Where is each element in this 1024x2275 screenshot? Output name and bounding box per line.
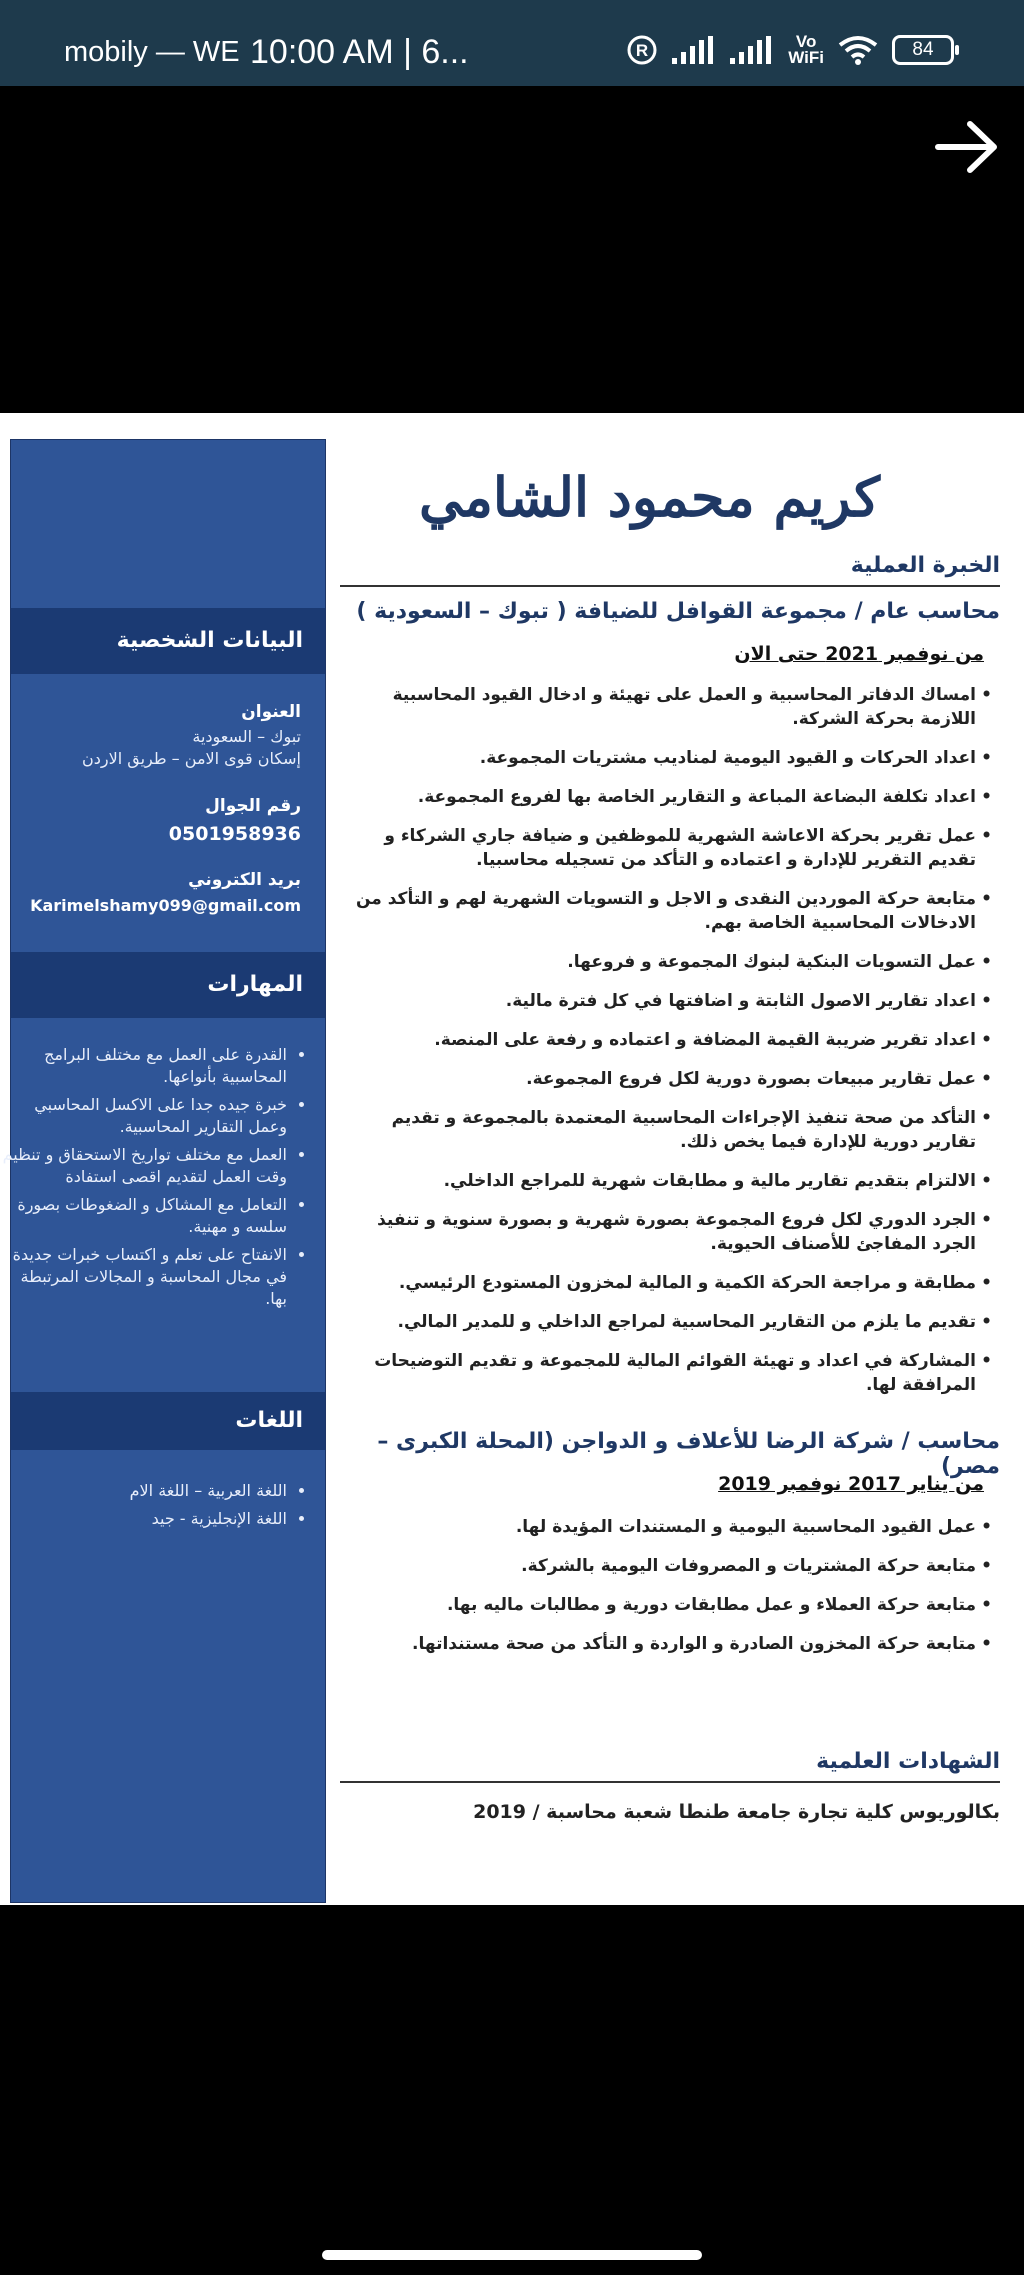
- duty-item: • مطابقة و مراجعة الحركة الكمية و المالية لمخزون المستودع الرئيسي.: [346, 1271, 986, 1295]
- address-line2: إسكان قوى الامن – طريق الاردن: [81, 749, 301, 768]
- degree-line: بكالوريوس كلية تجارة جامعة طنطا شعبة محاسبة / 2019: [473, 1801, 1000, 1823]
- duty-item: • اعداد تكلفة البضاعة المباعة و التقارير الخاصة بها لفروع المجموعة.: [346, 785, 986, 809]
- job1-title: محاسب عام / مجموعة القوافل للضيافة ( تبوك – السعودية ): [356, 599, 1000, 624]
- home-gesture-bar[interactable]: [322, 2250, 702, 2260]
- signal-icon-2: [730, 36, 774, 64]
- language-item: • اللغة العربية – اللغة الام: [0, 1480, 287, 1502]
- wifi-icon: [838, 35, 878, 65]
- section-divider: [340, 585, 1000, 587]
- job1-period: من نوفمبر 2021 حتى الان: [734, 643, 984, 665]
- status-bar: [0, 0, 1024, 86]
- job2-title: محاسب / شركة الرضا للأعلاف و الدواجن (المحلة الكبرى – مصر): [377, 1429, 1000, 1479]
- clock: 10:00 AM | 6...: [250, 33, 469, 71]
- carrier-label: mobily — WE: [64, 36, 240, 68]
- phone-label: رقم الجوال: [205, 796, 301, 816]
- education-heading: الشهادات العلمية: [816, 1749, 1000, 1774]
- duty-item: • متابعة حركة الموردين النقدى و الاجل و التسويات الشهرية لهم و التأكد من الادخالات المحاسبية الخاصة بهم.: [346, 887, 986, 935]
- duty-item: • عمل التسويات البنكية لبنوك المجموعة و فروعها.: [346, 950, 986, 974]
- job2-duties: [346, 1515, 1000, 1671]
- job1-duties: [346, 683, 1000, 1412]
- skill-item: • الانفتاح على تعلم و اكتساب خبرات جديدة في مجال المحاسبة و المجالات المرتبطة بها.: [0, 1244, 287, 1310]
- address-line1: تبوك – السعودية: [192, 727, 301, 746]
- email-address: Karimelshamy099@gmail.com: [30, 896, 301, 915]
- duty-item: • اعداد تقرير ضريبة القيمة المضافة و اعتماده و رفعة على المنصة.: [346, 1028, 986, 1052]
- svg-text:R: R: [636, 41, 649, 60]
- phone-number: 0501958936: [168, 823, 301, 845]
- duty-item: • عمل تقرير بحركة الاعاشة الشهرية للموظفين و ضيافة جاري الشركاء و تقديم التقرير للإدارة و اعتماده و التأكد من تسجيله محاسبيا.: [346, 824, 986, 872]
- languages-heading: اللغات: [11, 1392, 325, 1450]
- duty-item: • تقديم ما يلزم من التقارير المحاسبية لمراجع الداخلي و للمدير المالي.: [346, 1310, 986, 1334]
- duty-item: • الالتزام بتقديم تقارير مالية و مطابقات شهرية للمراجع الداخلي.: [346, 1169, 986, 1193]
- status-icons: [626, 30, 954, 70]
- duty-item: • عمل القيود المحاسبية اليومية و المستندات المؤيدة لها.: [346, 1515, 986, 1539]
- forward-arrow-icon[interactable]: [932, 112, 1002, 182]
- duty-item: • الجرد الدوري لكل فروع المجموعة بصورة شهرية و بصورة سنوية و تنفيذ الجرد المفاجئ للأصناف الحيوية.: [346, 1208, 986, 1256]
- signal-icon: [672, 36, 716, 64]
- skills-list: [0, 1044, 313, 1316]
- resume-document: [0, 413, 1024, 1905]
- skill-item: • خبرة جيده جدا على الاكسل المحاسبي وعمل التقارير المحاسبية.: [0, 1094, 287, 1138]
- duty-item: • متابعة حركة المشتريات و المصروفات اليومية بالشركة.: [346, 1554, 986, 1578]
- skill-item: • القدرة على العمل مع مختلف البرامج المحاسبية بأنواعها.: [0, 1044, 287, 1088]
- address-label: العنوان: [241, 702, 301, 722]
- duty-item: • عمل تقارير مبيعات بصورة دورية لكل فروع المجموعة.: [346, 1067, 986, 1091]
- section-divider: [340, 1781, 1000, 1783]
- duty-item: • اعداد الحركات و القيود اليومية لمناديب مشتريات المجموعة.: [346, 746, 986, 770]
- candidate-name: كريم محمود الشامي: [418, 465, 880, 529]
- vowifi-icon: Vo WiFi: [788, 32, 824, 67]
- personal-data-heading: البيانات الشخصية: [11, 608, 325, 674]
- skill-item: • التعامل مع المشاكل و الضغوطات بصورة سلسه و مهنية.: [0, 1194, 287, 1238]
- viewer-top: [0, 86, 1024, 413]
- duty-item: • المشاركة في اعداد و تهيئة القوائم المالية للمجموعة و تقديم التوضيحات المرافقة لها.: [346, 1349, 986, 1397]
- resume-sidebar: [2, 439, 326, 1903]
- languages-list: [0, 1480, 313, 1536]
- duty-item: • امساك الدفاتر المحاسبية و العمل على تهيئة و ادخال القيود المحاسبية اللازمة بحركة الشركة.: [346, 683, 986, 731]
- job2-period: من يناير 2017 نوفمبر 2019: [718, 1473, 984, 1495]
- skills-heading: المهارات: [11, 952, 325, 1018]
- experience-heading: الخبرة العملية: [850, 553, 1000, 578]
- skill-item: • العمل مع مختلف تواريخ الاستحقاق و تنظيم وقت العمل لتقديم اقصى استفادة: [0, 1144, 287, 1188]
- language-item: • اللغة الإنجليزية - جيد: [0, 1508, 287, 1530]
- duty-item: • اعداد تقارير الاصول الثابتة و اضافتها في كل فترة مالية.: [346, 989, 986, 1013]
- duty-item: • متابعة حركة المخزون الصادرة و الواردة و التأكد من صحة مستنداتها.: [346, 1632, 986, 1656]
- battery-icon: 84: [892, 35, 954, 65]
- duty-item: • التأكد من صحة تنفيذ الإجراءات المحاسبية المعتمدة بالمجموعة و تقديم تقارير دورية للإدارة فيما يخص ذلك.: [346, 1106, 986, 1154]
- registered-icon: [626, 34, 658, 66]
- email-label: بريد الكتروني: [188, 870, 301, 890]
- duty-item: • متابعة حركة العملاء و عمل مطابقات دورية و مطالبات ماليه بها.: [346, 1593, 986, 1617]
